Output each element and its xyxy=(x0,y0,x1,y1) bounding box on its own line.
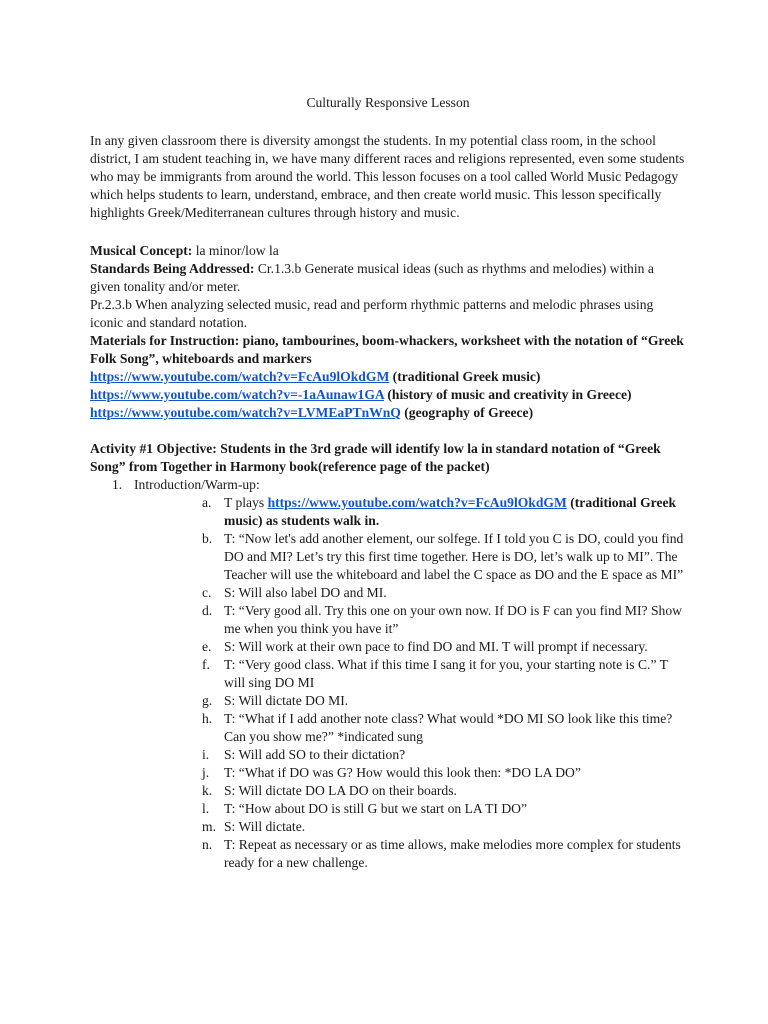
activity-list xyxy=(90,476,686,872)
sub-list-item xyxy=(134,602,686,638)
sub-list-item xyxy=(134,530,686,584)
sub-text: T: “Very good class. What if this time I sang it for you, your starting note is C.” T will sing DO MI xyxy=(224,657,668,690)
sub-letter: m. xyxy=(202,819,216,834)
sub-letter: l. xyxy=(202,801,210,816)
sub-text: T plays xyxy=(224,495,268,510)
intro-paragraph: In any given classroom there is diversity amongst the students. In my potential class room, in the school district, I am student teaching in, we have many different races and religions represented, even some students who may be immigrants from around the world. This lesson focuses on a tool called World Music Pedagogy which helps students to learn, understand, embrace, and then create world music. This lesson specifically highlights Greek/Mediterranean cultures through history and music. xyxy=(90,133,685,220)
sub-list-item xyxy=(134,782,686,800)
sub-text: S: Will also label DO and MI. xyxy=(224,585,387,600)
standards-label: Standards Being Addressed: xyxy=(90,261,255,276)
list-item xyxy=(90,476,686,872)
youtube-link-traditional[interactable]: https://www.youtube.com/watch?v=FcAu9lOkdGM xyxy=(90,369,390,384)
sub-list-item xyxy=(134,710,686,746)
standards-value-1: Cr.1.3.b Generate musical ideas (such as rhythms and melodies) within a given tonality and/or meter. xyxy=(90,261,654,294)
sub-list-item xyxy=(134,764,686,782)
sub-list-item xyxy=(134,800,686,818)
musical-concept xyxy=(90,242,686,260)
sub-list-item xyxy=(134,818,686,836)
sub-letter: f. xyxy=(202,657,210,672)
page-title: Culturally Responsive Lesson xyxy=(306,95,470,110)
sub-letter: i. xyxy=(202,747,210,762)
materials-text: Materials for Instruction: piano, tambourines, boom-whackers, worksheet with the notation of “Greek Folk Song”, whiteboards and markers xyxy=(90,333,684,366)
sub-text: S: Will work at their own pace to find DO and MI. T will prompt if necessary. xyxy=(224,639,648,654)
sub-letter: c. xyxy=(202,585,212,600)
youtube-link-history[interactable]: https://www.youtube.com/watch?v=-1aAunaw1GA xyxy=(90,387,384,402)
sub-letter: g. xyxy=(202,693,213,708)
sub-text: T: “How about DO is still G but we start on LA TI DO” xyxy=(224,801,528,816)
musical-concept-value: la minor/low la xyxy=(192,243,279,258)
sub-letter: n. xyxy=(202,837,213,852)
sub-letter: k. xyxy=(202,783,213,798)
sub-letter: h. xyxy=(202,711,213,726)
sub-text: T: “What if I add another note class? What would *DO MI SO look like this time? Can you show me?” *indicated sung xyxy=(224,711,673,744)
youtube-link-traditional-2[interactable]: https://www.youtube.com/watch?v=FcAu9lOkdGM xyxy=(267,495,567,510)
standards xyxy=(90,260,686,296)
sub-list-item xyxy=(134,494,686,530)
sub-text: T: Repeat as necessary or as time allows, make melodies more complex for students ready for a new challenge. xyxy=(224,837,681,870)
sub-letter: b. xyxy=(202,531,213,546)
link-desc-traditional: (traditional Greek music) xyxy=(389,369,541,384)
sub-list-item xyxy=(134,656,686,692)
materials-links xyxy=(90,368,686,422)
sub-text: S: Will dictate DO LA DO on their boards. xyxy=(224,783,457,798)
link-desc-geography: (geography of Greece) xyxy=(400,405,534,420)
activity-objective: Activity #1 Objective: Students in the 3rd grade will identify low la in standard notation of “Greek Song” from Together in Harmony book(reference page of the packet) xyxy=(90,441,661,474)
sub-letter: j. xyxy=(202,765,210,780)
sub-list xyxy=(134,494,686,872)
sub-text: T: “What if DO was G? How would this look then: *DO LA DO” xyxy=(224,765,581,780)
link-desc-history: (history of music and creativity in Greece) xyxy=(384,387,632,402)
sub-list-item xyxy=(134,692,686,710)
sub-text: S: Will dictate DO MI. xyxy=(224,693,349,708)
sub-text: T: “Now let's add another element, our solfege. If I told you C is DO, could you find DO and MI? Let’s try this first time together. Here is DO, let’s walk up to MI”. The Teacher will use the whiteboard and label the C space as DO and the E space as MI” xyxy=(224,531,684,582)
musical-concept-label: Musical Concept: xyxy=(90,243,193,258)
list-item-label: Introduction/Warm-up: xyxy=(134,477,260,492)
sub-text: S: Will add SO to their dictation? xyxy=(224,747,406,762)
sub-letter: e. xyxy=(202,639,212,654)
sub-text: T: “Very good all. Try this one on your own now. If DO is F can you find MI? Show me when you think you have it” xyxy=(224,603,682,636)
sub-text: S: Will dictate. xyxy=(224,819,306,834)
sub-letter: d. xyxy=(202,603,213,618)
sub-text-bold: (traditional Greek music) as students walk in. xyxy=(224,495,677,528)
youtube-link-geography[interactable]: https://www.youtube.com/watch?v=LVMEaPTnWnQ xyxy=(90,405,401,420)
sub-list-item xyxy=(134,584,686,602)
document-page xyxy=(90,94,686,872)
sub-letter: a. xyxy=(202,495,212,510)
list-number: 1. xyxy=(112,477,123,492)
sub-list-item xyxy=(134,638,686,656)
standards-value-2: Pr.2.3.b When analyzing selected music, read and perform rhythmic patterns and melodic phrases using iconic and standard notation. xyxy=(90,297,654,330)
sub-list-item xyxy=(134,836,686,872)
sub-list-item xyxy=(134,746,686,764)
